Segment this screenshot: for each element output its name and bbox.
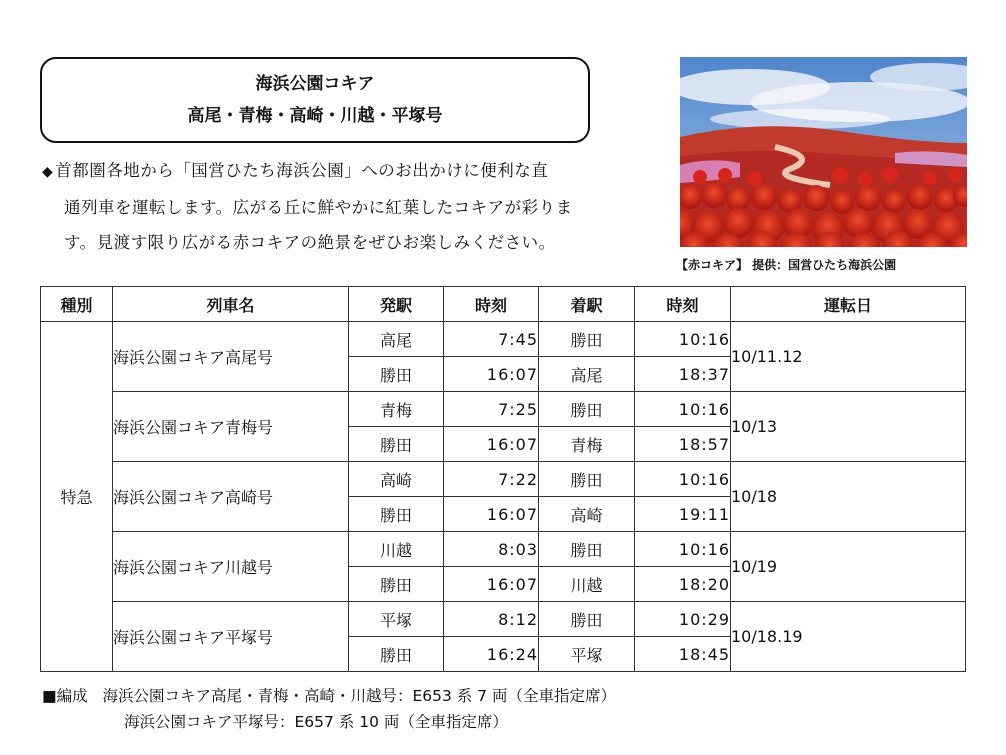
- run-days: 10/18.19: [731, 602, 966, 672]
- kochia-photo: [680, 57, 967, 247]
- dep-time: 16:24: [444, 637, 539, 672]
- dep-time: 7:22: [444, 462, 539, 497]
- formation-line-2: 海浜公園コキア平塚号：E657 系 10 両（全車指定席）: [124, 713, 508, 731]
- header-dep-time: 時刻: [444, 287, 539, 322]
- run-days: 10/18: [731, 462, 966, 532]
- train-name: 海浜公園コキア高尾号: [113, 322, 349, 392]
- arr-time: 10:16: [635, 322, 731, 357]
- dep-time: 16:07: [444, 567, 539, 602]
- schedule-table: [40, 286, 966, 672]
- arr-time: 10:16: [635, 462, 731, 497]
- arr-station: 勝田: [539, 392, 635, 427]
- arr-time: 18:20: [635, 567, 731, 602]
- arr-station: 高崎: [539, 497, 635, 532]
- train-name: 海浜公園コキア高崎号: [113, 462, 349, 532]
- kochia-photo-image: [680, 57, 967, 247]
- formation-line-1: 海浜公園コキア高尾・青梅・高崎・川越号：E653 系 7 両（全車指定席）: [102, 687, 616, 705]
- dep-time: 8:12: [444, 602, 539, 637]
- dep-time: 8:03: [444, 532, 539, 567]
- table-row: [41, 462, 966, 497]
- intro-line-2: 通列車を運転します。広がる丘に鮮やかに紅葉したコキアが彩りま: [64, 198, 573, 217]
- table-row: [41, 602, 966, 637]
- header-train: 列車名: [113, 287, 349, 322]
- arr-station: 勝田: [539, 602, 635, 637]
- arr-station: 勝田: [539, 532, 635, 567]
- arr-station: 高尾: [539, 357, 635, 392]
- title-line-2: 高尾・青梅・高崎・川越・平塚号: [187, 106, 443, 126]
- arr-station: 勝田: [539, 322, 635, 357]
- dep-station: 青梅: [349, 392, 444, 427]
- dep-time: 7:45: [444, 322, 539, 357]
- arr-time: 10:29: [635, 602, 731, 637]
- arr-time: 19:11: [635, 497, 731, 532]
- dep-time: 7:25: [444, 392, 539, 427]
- header-kind: 種別: [41, 287, 113, 322]
- dep-station: 勝田: [349, 427, 444, 462]
- kind-cell: 特急: [41, 322, 113, 672]
- dep-station: 高尾: [349, 322, 444, 357]
- dep-station: 勝田: [349, 567, 444, 602]
- arr-station: 青梅: [539, 427, 635, 462]
- intro-line-3: す。見渡す限り広がる赤コキアの絶景をぜひお楽しみください。: [64, 233, 556, 252]
- header-days: 運転日: [731, 287, 966, 322]
- arr-station: 川越: [539, 567, 635, 602]
- photo-caption: 【赤コキア】 提供：国営ひたち海浜公園: [676, 258, 897, 272]
- formation-note: [42, 683, 616, 735]
- intro-line-1: 首都圏各地から「国営ひたち海浜公園」へのお出かけに便利な直: [55, 161, 549, 180]
- table-row: [41, 392, 966, 427]
- dep-station: 川越: [349, 532, 444, 567]
- dep-station: 高崎: [349, 462, 444, 497]
- table-header-row: [41, 287, 966, 322]
- train-name: 海浜公園コキア平塚号: [113, 602, 349, 672]
- dep-time: 16:07: [444, 427, 539, 462]
- arr-station: 平塚: [539, 637, 635, 672]
- arr-time: 18:45: [635, 637, 731, 672]
- dep-station: 勝田: [349, 497, 444, 532]
- dep-station: 勝田: [349, 637, 444, 672]
- table-row: [41, 532, 966, 567]
- run-days: 10/13: [731, 392, 966, 462]
- header-dep: 発駅: [349, 287, 444, 322]
- arr-station: 勝田: [539, 462, 635, 497]
- table-row: [41, 322, 966, 357]
- arr-time: 10:16: [635, 392, 731, 427]
- dep-time: 16:07: [444, 497, 539, 532]
- header-arr: 着駅: [539, 287, 635, 322]
- arr-time: 18:37: [635, 357, 731, 392]
- train-name: 海浜公園コキア川越号: [113, 532, 349, 602]
- arr-time: 18:57: [635, 427, 731, 462]
- intro-paragraph: [42, 153, 652, 260]
- title-box: [40, 57, 590, 143]
- formation-label: ■編成: [42, 687, 88, 705]
- run-days: 10/11.12: [731, 322, 966, 392]
- train-name: 海浜公園コキア青梅号: [113, 392, 349, 462]
- header-arr-time: 時刻: [635, 287, 731, 322]
- title-line-1: 海浜公園コキア: [255, 74, 375, 94]
- dep-station: 平塚: [349, 602, 444, 637]
- dep-station: 勝田: [349, 357, 444, 392]
- dep-time: 16:07: [444, 357, 539, 392]
- diamond-bullet-icon: ◆: [42, 164, 54, 180]
- run-days: 10/19: [731, 532, 966, 602]
- arr-time: 10:16: [635, 532, 731, 567]
